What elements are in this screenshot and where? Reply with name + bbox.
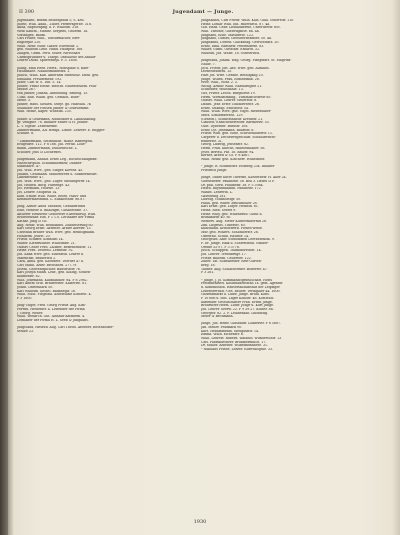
directory-entry-line: Dr. Müller. Arbeiter. Wilbelmfinnnerz. 31. [201,344,269,348]
directory-entry-line: Junge, Joh. Heinr. Glasbauw. Lodberstr. F 8 5687. [201,322,282,326]
directory-entry-line: Dr. phil. Gerb. Paulinefir. 38. F 5 3084. [201,183,264,187]
directory-entry-line: Walter. Klentrudiner. Wilhelmftr. 21. [17,242,76,246]
directory-entry-line: Carl. Fabrikbesitzer. Brunmermuich. 17. [201,340,267,344]
directory-entry-line: Wwe. Wilh., Rohf. 2. 3. [201,81,238,85]
directory-entry-line: Wilh. Theodor, Gastwilgasse. 6a. 4a. [201,29,260,33]
directory-entry-line: Joh. Wilh. Wwe., geb. Zilger. Mitslingerftr 14. [17,179,91,183]
directory-entry-line: Friedr. Wilh. geb. Rose, Schrobtauderftr. 11. [201,132,273,136]
directory-entry-line: Herm. Wirtfdafmsbig., Tummlischstreie 85. [201,95,272,99]
directory-entry-line: Mafenthsf. Brauerfelt 2. [17,256,56,260]
directory-entry-line: Hart Jos. Wwe. Genthe. Bethogang 20. [201,73,264,77]
directory-entry-line: Georgelbs. Anw. Stoelindsen Leerbelehdfa. 9. [201,238,275,242]
page-header [19,9,387,17]
directory-entry-line: Karl Georg Ernst. Arbeiter. Arbler Abreftr. 15. [17,227,92,231]
directory-entry-line: Christian Brnder Wilh. Wwe. geb. Hennsgmann. [17,231,96,235]
directory-entry-line: Willh. Heinr. geb. Koscherr. Wilhelmstr. [201,157,265,161]
directory-entry-line: Willh. Wonarch. Gilt. Alsnaus-Ammerin. 4. [17,315,86,319]
directory-entry-line: Junghaus, Gustav, Gesellterbeamter. 50. 4a. [201,37,272,41]
directory-entry-line: J. Georg. Weber. [17,311,44,315]
directory-entry-line: Hellansalte. Naalheimanustra. 2. [17,70,71,74]
directory-entry-line: haftender Gesellschafter Fran. Erwin Junge. [201,300,273,304]
directory-entry-line: Jesef. Bertell. Pkt. 18. Bauftr. 94. [201,150,255,154]
directory-entry-line: Junder, Franz Heine. Bleicht. Nauesstellem. Felb- [17,84,98,88]
directory-entry-line: Karl Joseph Mann. Lehr., geb. Kolbig, Sothen- [17,271,92,275]
directory-entry-line: Straße 23. [17,329,34,333]
directory-entry-line: Ernst Cyt. Jenemann. Bauftstr. 6. [201,128,255,132]
directory-entry-line: F 3 1800. [17,296,33,300]
directory-entry-line: Junge, Dante Kutte Therfise, Klosterbefr. H. Aller 24. [201,176,287,180]
directory-entry-line: Kunfthand. Kristlewerb. Plenes-Weise. [201,227,263,231]
directory-entry-line: Zimmerrmann, Alf. Hempl. Lodbe. Lehrerr. E. Rüggee- [17,128,106,132]
page-footer-number: 1930 [193,519,207,525]
directory-entry-line: Karl Auftm Grib. Brauereiter. Kaiserfte. 81. [17,282,88,286]
directory-entry-line: Wanbs. Lehrerin. L. [201,190,233,194]
directory-entry-line: Naule. 7. [201,62,216,66]
directory-entry-line: Joh. Lehrer. Seerw. 22. F 9 39.27. Kollstr. 84. [201,307,274,311]
directory-entry-line: Wiltrichrtpold. Schuhmaermeir, Danner- [17,161,83,165]
directory-entry-line: Jung-Unger, Fred. Georg Friedr. Aug. Kim- [17,304,86,308]
directory-entry-line: L. Y. Ngeile. Zebeinerme. [17,125,58,129]
directory-entry-line: Heins. Rieb. Serzet 9. [201,209,237,213]
directory-entry-line: Karl Ernst. geb. Lütjer. Heibelb. 61. [201,205,259,209]
directory-entry-line: Kerner, Arbeit & Co. F 8 4867. [201,154,251,158]
directory-entry-line: Orebfe 52-57. F 3 3778. [201,245,240,249]
directory-entry-line: Georg. Ludwig, Jensenstr. 82. [201,143,249,147]
directory-entry-line: Ernst, Emil. Bnrsdetr. Pfeifenderte. 83. [201,44,265,48]
directory-entry-line: Paula. geb. Wilfer. Bruchmöller 28. [201,201,258,205]
directory-entry-line: Joch. Friedr. Joft. Arb. Wwe. geb. Aufhaus. [201,66,270,70]
directory-entry-line: mann, Zimmermann, Duhdrufsche. L. [17,146,78,150]
directory-entry-line: Junder, Hans. Slealen. Stieje. gb. Hansulh. 7k [17,103,91,107]
directory-entry-line: Jungelaud, Joham. Wag. Georg. Plänpwart. St. Magvinz- [201,59,292,63]
directory-entry-line: Jusch. Schuppen. Thämaforsstöft. 14. [201,249,262,253]
directory-entry-line: Schneider, Wollsdahle. 13. [201,88,244,92]
directory-entry-line: Jungemann, Anhalt. Ernst Leg., Rochtschadgmftr. [17,157,98,161]
directory-entry-line: (Genedt.), Schnitzstalisir. Kreuzftr. 21. [201,117,264,121]
directory-entry-line: Jung, Alttler Adolf Theadon, Gebhaftrfund [17,205,85,209]
directory-entry-line: Chemsprilfuner u. Tharpt. Dnfolllehe des Anhalt- [17,55,97,59]
directory-entry-line: Jungclaud, Hielrich Aug. Carl Theod. Arbeiter, Rosenbolzer- [17,326,114,330]
directory-entry-line: Gaststeing 181. [201,194,227,198]
directory-entry-line: * Junge, J. Jo. Kommanditgesellschaft. Hotel [201,278,272,282]
directory-entry-line: Anna, Raptoenpfig. a. F. Wilhelm. 318. [17,26,80,30]
directory-entry-line: Helen. Rhythmikanin. Paulinefir. 172. [201,187,262,191]
directory-entry-line: Kathar. Jung & Go. [17,220,48,224]
directory-entry-line: Weiß Kaufm., Manitz. Serpens, Gellerfb. 1a. [17,29,89,33]
left-column [17,19,191,509]
directory-entry-line: Leithaber der Firma H. L. Seeb & Junghans. [17,318,89,322]
directory-entry-line: Lanenftrasse 47. [17,176,45,180]
directory-entry-line: Lehrer Dudd. Spurrenfeja. P. 3. 1608. [17,59,78,63]
directory-entry-line: gr. Veingnfr. 78. Inhaber Ender & H. Junder. [17,121,89,125]
directory-entry-line: Rrawbenfabr. Hin. F 1 1.0. Lerlhaber der Firma [17,216,95,220]
directory-entry-line: * Nikolaus Friebe. Lehrer. Elbertalsgsse. 33. [201,348,274,352]
directory-entry-line: Waller, Gusfu. Obsstarf. Erhardt. 32. [201,48,260,52]
directory-entry-line: Carl Manh. Arbtr. Brcnsnsrd. 277.79. [17,263,78,267]
directory-entry-line: Lebensversich.-Ges. Rellerr. Veringlaer 44. 1600. [201,289,281,293]
directory-entry-line: Kom. Emilie Wilh. Wilhe, Bross. Plaus- und [17,194,87,198]
directory-entry-line: Meier & Bechmann. [201,315,234,319]
directory-entry-line: Jos. Hermann, Holzwe. 13. [17,187,61,191]
directory-entry-line: Heinr. Ferd. Deuwell. Lermelfr. 92. [17,249,74,253]
directory-entry-line: Herm. Frad. Knecht, Hilfeleinhaber. 56. [201,146,266,150]
directory-entry-line: Wilhelm, Jus. Wnbe. 18. Ossestrisch. [201,51,261,55]
directory-entry-line: Hohlfeim. Jehrst. 20. [17,234,51,238]
directory-entry-line: u. Kommission. Wassertallisanstalt der Leipziger [201,285,280,289]
directory-entry-line: Willh. Mich. Fiegelsia. Arbeitsasle Kontrelt. 4. [17,293,92,297]
directory-entry-line: Willh. Willh. Wwe. geb. Vogel. Riebessaber- [201,110,272,114]
directory-entry-line: Festinneniserl. Kolonnadenstraß 1a. gem. Agentur [201,282,283,286]
directory-entry-line: Gut, Friedr. Leoch. Burgdorse 19. [201,92,256,96]
directory-entry-line: Zim. Lifgrelis. Tuberoft. 65. [201,223,246,227]
directory-entry-line: Joh. Heiden. Burg. Hüttenge. 43. [17,183,71,187]
directory-entry-line: Friebr. Bilhelm. Gellertstr. 122. [201,256,252,260]
directory-entry-line: Aug. Heidr. Wilh. Reuhandel. Zolfheiserung 60. [17,223,94,227]
directory-entry-line: Friedrich Junge. [201,168,228,172]
directory-entry-line: Kenduiermarsthmd. L. Elisabethftr. 86.87. [17,198,86,202]
directory-entry-line: Clauseit. Ehrlichenerteldtr. Bartkerstr. 53. [201,121,270,125]
directory-entry-line: Jugendamt, Buram Belbeigbaus 5, S. 486. [17,19,85,22]
directory-entry-line: Gilt. Hans. Gebr. Lieblaukereie, Unteruerstr. 60c. [201,26,282,30]
directory-entry-line: Joh. Lehrer. Treitdbrugr. 17. [201,253,247,256]
running-title: Jugendamt — Junge. [172,9,234,15]
directory-entry-line: fennerstr. 31. [201,139,223,143]
directory-entry-line: Zilligen, Gram. Ferd. Seiler, Wirtschaft [17,51,80,55]
directory-entry-line: Scholfer, Jelis & Löcherdes. [17,150,62,154]
directory-entry-line: * Junge, R. Schmidtstr. Hofbeeg 234. Inhaber [201,165,275,169]
directory-entry-line: Einsland. Preilitemehr. 192. [17,77,63,81]
directory-entry-line: Wllh. Jonemann, Kaufhändler. 84. F 8 2982. [17,278,88,282]
directory-entry-line: Junge, Willen, Frau, Rostbeimfb. 28. [201,77,260,81]
directory-entry-line: F. Dr. Junge. Haik u. Schreftsfelb. Fander- [201,242,269,246]
directory-entry-line: * Zimmermann, Selbstlinde. Hlauz. Raffeegebl. [17,139,94,143]
directory-entry-line: Mudse 267. [17,88,36,92]
directory-entry-line: Jeann. Dartenharn 50. [17,285,54,289]
directory-entry-line: Junghans, Elsie. Matuberle. 122. [201,33,254,37]
directory-entry-line: Georgstr. 82. 2. F. Lelanesaab. Liuduntig. [201,311,268,315]
directory-entry-line: Vorlhngen. Baum. [17,33,46,37]
directory-entry-line: Carperer u. Decoriersgeschäft. Schuhberseht- [201,136,276,139]
directory-entry-line: Ullsb. Bilb. Whlm. geb. Gemach. Bobe- [17,95,80,99]
directory-entry-line: Gustav Ceher Ferd. Lallsfer, Beffensrudstr. 11. [17,245,93,249]
directory-entry-line: Emma. Willh. Eichenstr. 6. [201,333,244,337]
directory-entry-line: Willh. Henr. Ruhr. Glaser. Eurenstir. 2. [17,44,80,48]
directory-entry-line: Junghanns, Doroth. Glackshag. Gerrichtsatz. 20. [201,40,280,44]
directory-entry-line: Zuber. Tat. Sobelibeizer. Rest-Garten- [201,260,262,264]
directory-entry-line: Oberfrau. Schuh. Hautstr. 14. [201,234,250,238]
directory-entry-line: Karl Wilhelm. Kessel. Baimneglr. 16. [17,289,77,293]
right-column [201,19,375,509]
directory-entry-line: geb. Wilhelm Lehe. Hand. Haufpelr. 168. [17,48,84,52]
directory-entry-line: Friedr. Schiffer. Konndiel 14. [17,238,64,242]
directory-entry-line: Mehe. 5. [17,99,32,103]
directory-entry-line: Sanntadre. 47. [17,165,41,169]
directory-entry-line: Dornesfeldstra. 15. [201,70,233,74]
directory-entry-line: Heinr. Lothar Wilh. Inh. Hilferarch. 87. 4a. [201,22,271,26]
directory-entry-line: Josefh. Chefteatipichler. Baustrodte 76. [17,267,81,271]
directory-entry-line: baumenftr. 62. [17,274,41,278]
directory-entry-line: Ernst. Stlandp. Erlhsfoisr. 54. [201,106,249,110]
directory-entry-line: Jilling, Emil Herb. Hertz., Honsplatz u. Rate- [17,66,90,70]
directory-entry-line: Ehle, Heniste u. Bhalzigfit, Glisabethfte. 37. [17,209,89,213]
directory-entry-line: berg. 18. [201,263,216,267]
directory-entry-line: Johann, Gehlmann. Mühlenwerd u. Stlfmermeilet. [17,172,98,176]
directory-entry-line: Daniel. Jehr. Erste Uluidberseitr. 26. [201,103,260,107]
directory-entry-line: Brunkfarbe 40. 8c. [201,216,232,220]
directory-entry-line: Carl Felder, Wilh., Tonsurmacher, Bret- [17,37,81,41]
directory-entry-line: Willh. Lehrerf. Ruberd. Waldhof. Wunderschtr. 13. [201,337,283,341]
directory-entry-line: Ludwig. Gchmodtfgr. 50. [201,198,242,202]
directory-entry-line: Ferwin. Hessenftr. 4. Leitender der Firma [17,307,85,311]
directory-entry-line: Heinr. Willy. geb. Willenbrud. Gluth u. [201,212,263,216]
directory-entry-line: Erugehrfe. 112. F 8 166. Joh. Ferdb. Loue- [17,143,86,147]
page-number: II 390 [19,9,35,15]
directory-entry-line: Weiners. Aug. Meter Klosterfilbermit 28. [201,220,267,224]
directory-entry-line: Jundet & Gehrmann, Nündfuder u. Labaßhandlg. [17,117,97,121]
directory-entry-line: von Junder, Johann, Abtheilung. Bribelg. 15. [17,92,89,96]
directory-entry-line: F 3 261. [201,271,215,275]
book-spine-shadow [0,0,8,535]
directory-entry-line: F 10 666 u. 666. Lager Koblstr. 46. Kostleich. [201,296,275,300]
directory-entry-line: Brodrufter Herm. Ludw. Junge u. Kurt Junge. [201,304,275,308]
directory-entry-line: Täuber. Aug. Schlachtenstr. Bolterstr. 47. [201,267,268,271]
directory-entry-line: Wilh. Heine, Käper. Wilhelm. 235. [17,110,72,114]
directory-entry-line: Anslerer Henriette Genoveive Ellerenbrug. Wlln. [17,212,97,216]
directory-entry-line: Schulfe. 8. [17,132,35,136]
directory-entry-line: Mür. geb. Pohlers. Schlosherstr. 26. [201,231,259,235]
directory-entry-line: Juder, Carl W. S. 16b. 5. 14. [17,81,62,85]
directory-entry-line: Engleeple 220. [17,40,42,44]
directory-entry-line: Kurt. Hebammenin. Meugassftr. 14. [201,329,260,333]
directory-entry-line: Cark, Anna. geb. Kloebiefe. Voerdet 47 a. [17,260,84,264]
directory-entry-line: Gustav. Willh. Lehrer. Gellertstr. 8. [201,99,258,103]
directory-entry-line: Jullich, Willh. Kab. Ameranis Rieseholz. Dnns. geh. [17,73,100,77]
directory-entry-line: Gberleberer. Paulinefir. 58. Bell 3. Dawel & F. [201,179,275,183]
directory-entry-line: Jubelt, Wilh. Adlih., Zuder, Pfefferzgerbe. 318. [17,22,92,26]
directory-entry-line: Mütz. Sondfriderseh. 129. [201,114,244,118]
directory-entry-line: Joh. Wilh. Wwe., geb. Sibger, Klewsz. 45. [17,168,84,172]
directory-entry-line: Junghähnel, Carl Friedr. Willh. Kais. Gaal. Gellertstr. 110. [201,19,295,22]
directory-entry-line: Joh. Anna Wwe. geb. Eldenfeld. Lehrer u. [17,253,85,256]
directory-entry-line: Jos. Lehrer. Stolpfeld 14. [17,190,58,194]
directory-entry-line: Sellbilder der Fielsen Junder & Gehruemme. [17,106,90,110]
directory-entry-line: Gust. Dyberher. Bussstr. 108. [201,125,249,129]
directory-entry-line: Wichg. Arthur Willh. Rabtlarngste 21. [201,84,263,88]
directory-entry-line: Jan. Meiler. Feldmark 90. [201,326,242,330]
directory-entry-line: Gudensmarkt u. Ludw. Junge. Brühl. Kons. [201,293,270,297]
